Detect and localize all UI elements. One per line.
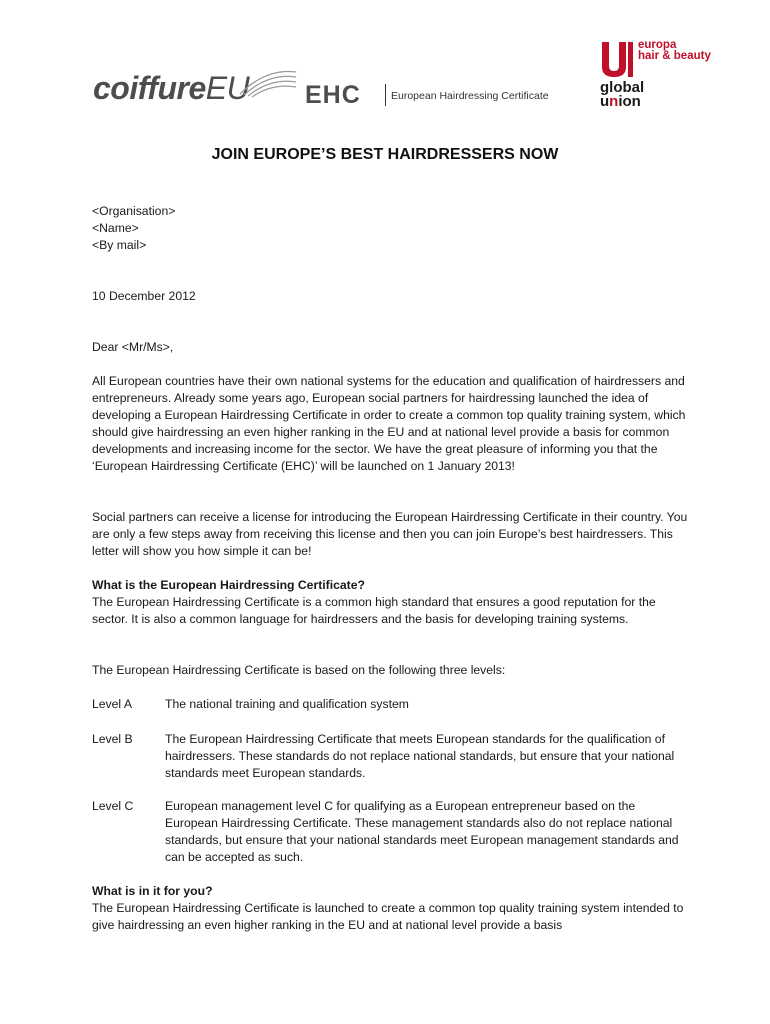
paragraph-benefits: The European Hairdressing Certificate is launched to create a common top quality training system intended to give hairdressing an even higher ranking in the EU and at national level provide a basis: [92, 901, 684, 932]
ehc-logo: EHC: [305, 81, 361, 109]
address-name: <Name>: [92, 221, 139, 235]
logo-coiffure-text: coiffure: [93, 70, 206, 106]
heading-what-is-ehc: What is the European Hairdressing Certificate?: [92, 578, 365, 592]
ehc-full-name: European Hairdressing Certificate: [391, 90, 549, 102]
ehc-divider: [385, 84, 386, 106]
uni-global-text: global: [600, 79, 645, 96]
paragraph-levels-intro: The European Hairdressing Certificate is based on the following three levels:: [92, 663, 506, 677]
level-c-text: European management level C for qualifying as a European entrepreneur based on the European Hairdressing Certificate. These management standards also do not replace national standards, but ensure that your national standards meet European management standards and can be accepted as such.: [165, 799, 679, 864]
uni-union-i: i: [618, 93, 623, 110]
swoosh-icon: [238, 64, 298, 100]
uni-hair-beauty-text: hair & beauty: [638, 50, 711, 62]
level-b-label: Level B: [92, 732, 133, 746]
coiffure-eu-logo: [93, 70, 249, 107]
level-c-label: Level C: [92, 799, 134, 813]
uni-union-u: u: [600, 93, 610, 110]
address-by-mail: <By mail>: [92, 238, 147, 252]
page-title: JOIN EUROPE’S BEST HAIRDRESSERS NOW: [211, 146, 559, 163]
uni-union-on: on: [622, 93, 641, 110]
logo-eu-text: EU: [205, 70, 250, 106]
level-b-text: The European Hairdressing Certificate that meets European standards for the qualification of hairdressers. These standards do not replace national standards, but ensure that your national standards meet European standards.: [165, 732, 675, 780]
letter-date: 10 December 2012: [92, 289, 196, 303]
heading-what-is-in-it: What is in it for you?: [92, 884, 213, 898]
paragraph-ehc-definition: The European Hairdressing Certificate is a common high standard that ensures a good reputation for the sector. It is also a common language for hairdressers and the basis for developing training systems.: [92, 595, 656, 626]
level-a-label: Level A: [92, 697, 132, 711]
address-organisation: <Organisation>: [92, 204, 176, 218]
uni-europa-text: europa: [638, 39, 677, 51]
paragraph-intro: All European countries have their own national systems for the education and qualification of hairdressers and entrepreneurs. Already some years ago, European social partners for hairdressing launched the idea of developing a European Hairdressing Certificate in order to create a common top quality training system, which should give hairdressing an even higher ranking in the EU and at national level provide a basis for common developments and increasing income for the sector. We have the great pleasure of informing you that the ‘European Hairdressing Certificate (EHC)’ will be launched on 1 January 2013!: [92, 374, 686, 473]
level-a-text: The national training and qualification system: [165, 697, 409, 711]
uni-union-text: [600, 95, 641, 109]
paragraph-license: Social partners can receive a license for introducing the European Hairdressing Certificate in their country. You are only a few steps away from receiving this license and then you can join Europe’s best hairdressers. This letter will show you how simple it can be!: [92, 510, 688, 558]
uni-union-n: n: [609, 93, 619, 110]
uni-logo-icon: [600, 40, 634, 78]
salutation: Dear <Mr/Ms>,: [92, 340, 174, 354]
